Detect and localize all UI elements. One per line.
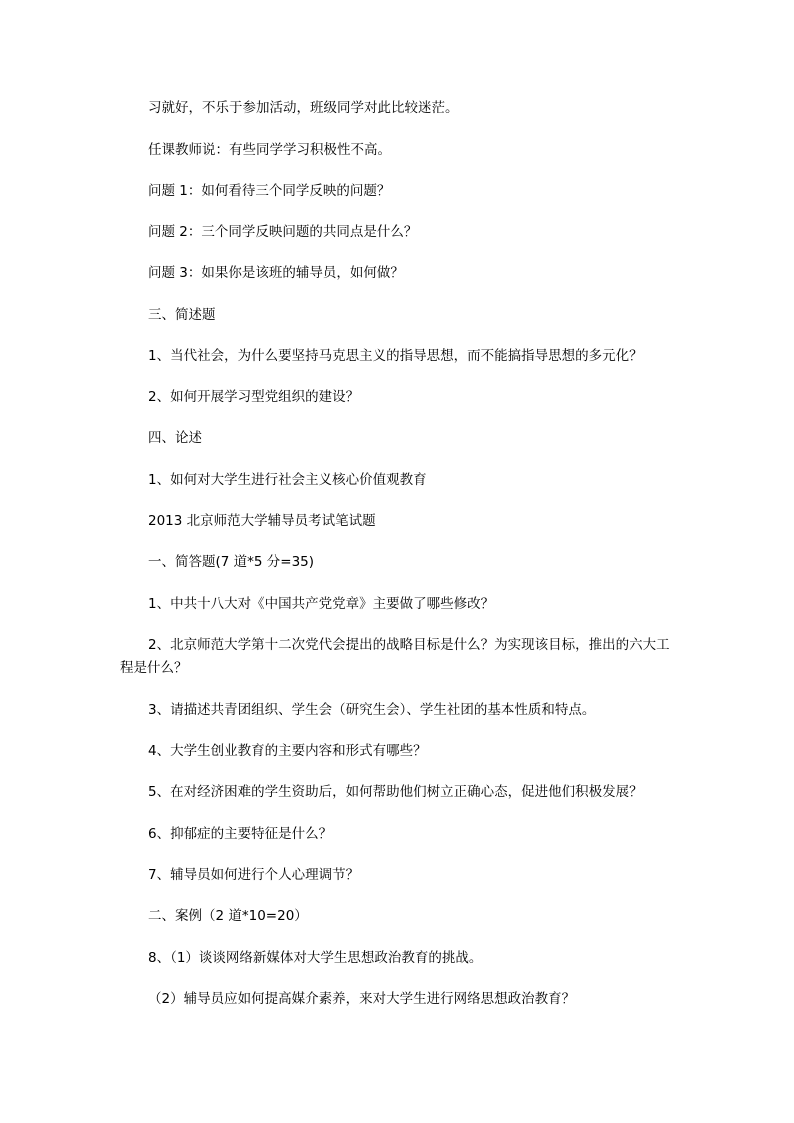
paragraph-brief-2: 2、北京师范大学第十二次党代会提出的战略目标是什么？为实现该目标，推出的六大工程是什么？ bbox=[120, 637, 670, 676]
paragraph-case-continuation: 习就好，不乐于参加活动，班级同学对此比较迷茫。 bbox=[148, 100, 459, 116]
paragraph-question-1: 问题 1：如何看待三个同学反映的问题？ bbox=[148, 183, 391, 199]
section-heading-essay: 四、论述 bbox=[148, 430, 202, 446]
section-heading-short-answer: 三、简述题 bbox=[148, 307, 216, 323]
paragraph-short-answer-2: 2、如何开展学习型党组织的建设？ bbox=[148, 389, 360, 405]
section-heading-case: 二、案例（2 道*10=20） bbox=[148, 908, 308, 924]
paragraph-case-8-part-1: 8、（1）谈谈网络新媒体对大学生思想政治教育的挑战。 bbox=[148, 950, 483, 966]
paragraph-question-2: 问题 2：三个同学反映问题的共同点是什么？ bbox=[148, 224, 418, 240]
paragraph-question-3: 问题 3：如果你是该班的辅导员，如何做？ bbox=[148, 265, 404, 281]
paragraph-essay-1: 1、如何对大学生进行社会主义核心价值观教育 bbox=[148, 472, 427, 488]
paragraph-brief-7: 7、辅导员如何进行个人心理调节？ bbox=[148, 867, 360, 883]
section-heading-brief-questions: 一、简答题(7 道*5 分=35) bbox=[148, 554, 315, 570]
exam-title-2013: 2013 北京师范大学辅导员考试笔试题 bbox=[148, 513, 376, 529]
paragraph-brief-6: 6、抑郁症的主要特征是什么？ bbox=[148, 826, 333, 842]
paragraph-short-answer-1: 1、当代社会，为什么要坚持马克思主义的指导思想，而不能搞指导思想的多元化？ bbox=[148, 348, 643, 364]
paragraph-teacher-statement: 任课教师说：有些同学学习积极性不高。 bbox=[148, 142, 391, 158]
paragraph-brief-1: 1、中共十八大对《中国共产党党章》主要做了哪些修改？ bbox=[148, 596, 495, 612]
paragraph-brief-4: 4、大学生创业教育的主要内容和形式有哪些？ bbox=[148, 743, 427, 759]
paragraph-brief-3: 3、请描述共青团组织、学生会（研究生会）、学生社团的基本性质和特点。 bbox=[148, 702, 596, 718]
paragraph-case-8-part-2: （2）辅导员应如何提高媒介素养，来对大学生进行网络思想政治教育？ bbox=[148, 991, 576, 1007]
paragraph-brief-5: 5、在对经济困难的学生资助后，如何帮助他们树立正确心态，促进他们积极发展？ bbox=[148, 784, 643, 800]
